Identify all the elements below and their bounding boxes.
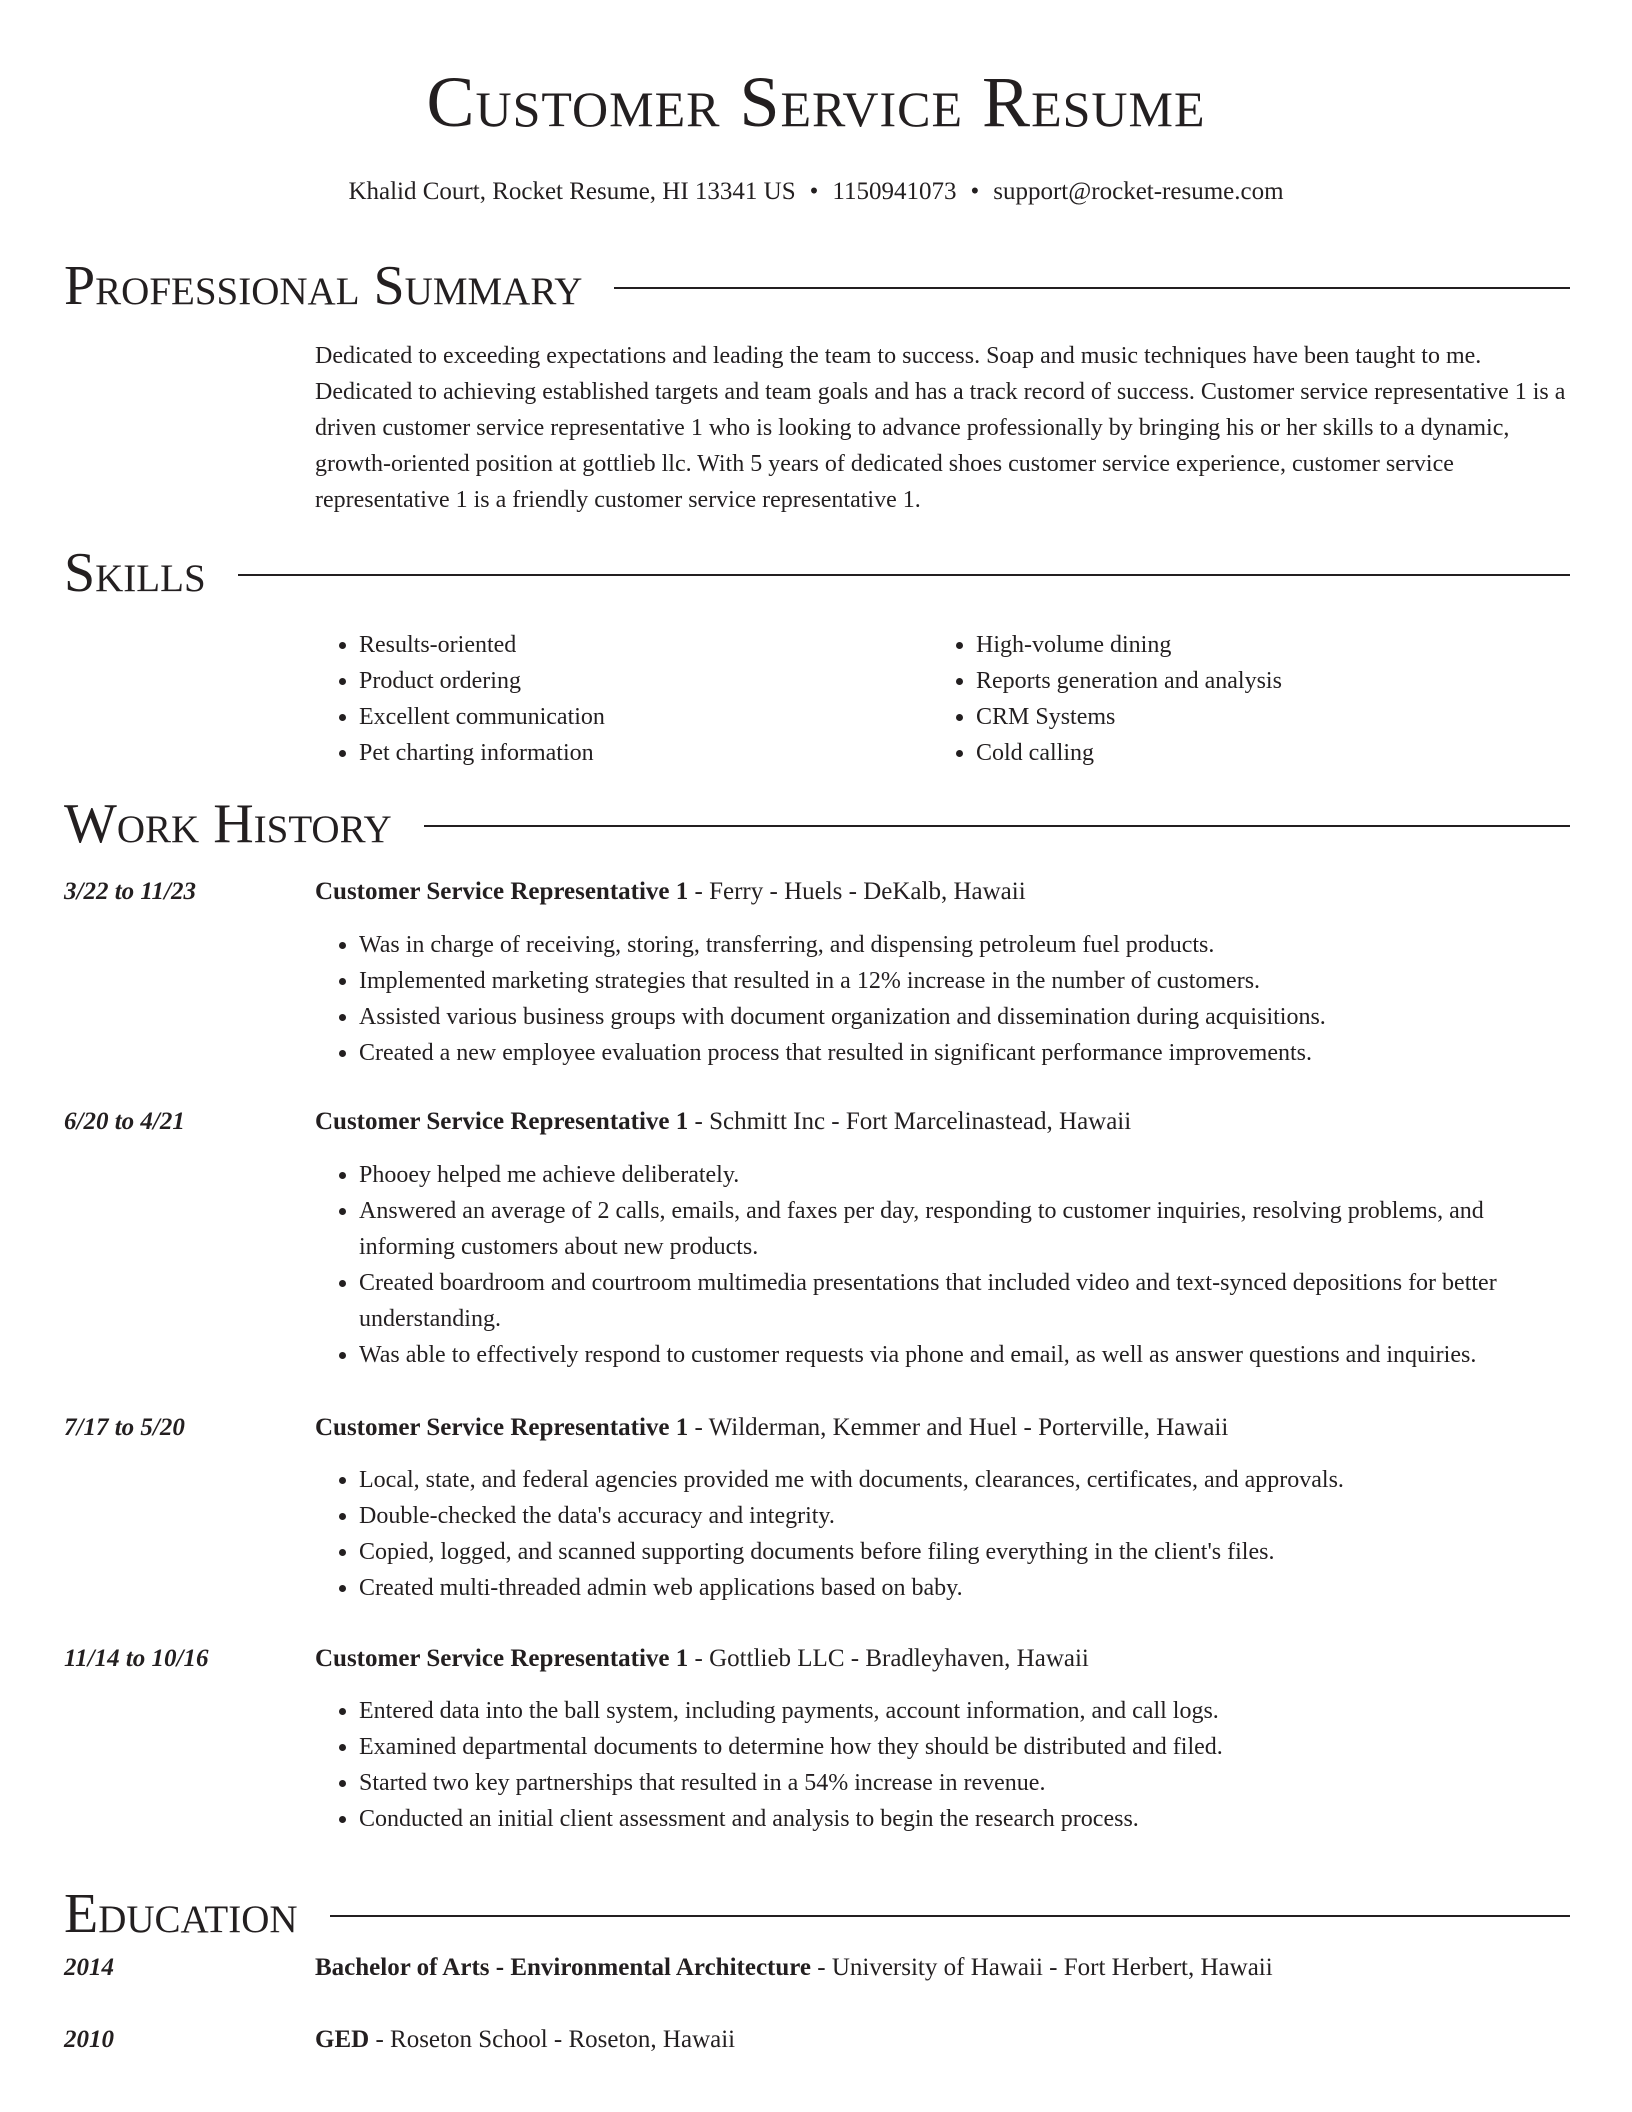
job-duty: • Implemented marketing strategies that resulted in a 12% increase in the number of customers. [359, 963, 1570, 999]
job-employer: - Wilderman, Kemmer and Huel - Porterville, Hawaii [688, 1414, 1229, 1441]
job-duty: • Created multi-threaded admin web applications based on baby. [359, 1570, 1570, 1606]
skills-column-left [315, 627, 932, 771]
skill-item: • Excellent communication [359, 699, 932, 735]
skill-item: • Results-oriented [359, 627, 932, 663]
job-role: Customer Service Representative 1 [315, 1414, 689, 1441]
job-duties [315, 927, 1570, 1071]
education-year: 2010 [64, 2026, 114, 2053]
contact-line [0, 174, 1632, 210]
work-heading: Work History [64, 793, 392, 855]
section-divider [424, 825, 1570, 827]
job-dates: 7/17 to 5/20 [64, 1414, 185, 1441]
job-duty: • Started two key partnerships that resulted in a 54% increase in revenue. [359, 1765, 1570, 1801]
skills-list [315, 627, 1570, 771]
job-role: Customer Service Representative 1 [315, 1108, 689, 1135]
education-degree: GED [315, 2026, 370, 2053]
job-duties [315, 1157, 1570, 1373]
job-duties [315, 1462, 1570, 1606]
education-heading: Education [64, 1883, 298, 1945]
job-role: Customer Service Representative 1 [315, 878, 689, 905]
contact-address: Khalid Court, Rocket Resume, HI 13341 US [348, 178, 796, 205]
contact-separator: • [970, 178, 980, 205]
skills-section-heading [64, 538, 1570, 608]
education-year: 2014 [64, 1954, 114, 1981]
job-duty: • Was able to effectively respond to customer requests via phone and email, as well as answer questions and inquiries. [359, 1337, 1570, 1373]
job-duty: • Assisted various business groups with document organization and dissemination during acquisitions. [359, 999, 1570, 1035]
skill-item: • Cold calling [976, 735, 1549, 771]
job-duty: • Was in charge of receiving, storing, transferring, and dispensing petroleum fuel products. [359, 927, 1570, 963]
contact-phone: 1150941073 [832, 178, 957, 205]
skill-item: • High-volume dining [976, 627, 1549, 663]
job-employer: - Ferry - Huels - DeKalb, Hawaii [688, 878, 1026, 905]
contact-separator: • [809, 178, 819, 205]
skill-item: • Product ordering [359, 663, 932, 699]
job-duty: • Double-checked the data's accuracy and integrity. [359, 1498, 1570, 1534]
job-duties [315, 1693, 1570, 1837]
education-school: - Roseton School - Roseton, Hawaii [369, 2026, 736, 2053]
job-title-line [315, 1410, 1570, 1446]
section-divider [614, 287, 1570, 289]
skill-item: • Pet charting information [359, 735, 932, 771]
job-duty: • Created a new employee evaluation process that resulted in significant performance improvements. [359, 1035, 1570, 1071]
job-title-line [315, 1104, 1570, 1140]
skills-heading: Skills [64, 542, 206, 604]
job-duty: • Entered data into the ball system, including payments, account information, and call logs. [359, 1693, 1570, 1729]
education-line [315, 2022, 1570, 2058]
contact-email: support@rocket-resume.com [993, 178, 1284, 205]
job-dates: 3/22 to 11/23 [64, 878, 196, 905]
job-duty: • Phooey helped me achieve deliberately. [359, 1157, 1570, 1193]
skills-column-right [932, 627, 1549, 771]
job-duty: • Created boardroom and courtroom multimedia presentations that included video and text-synced depositions for better understanding. [359, 1265, 1570, 1337]
education-school: - University of Hawaii - Fort Herbert, Hawaii [811, 1954, 1273, 1981]
job-dates: 6/20 to 4/21 [64, 1108, 185, 1135]
job-duty: • Copied, logged, and scanned supporting documents before filing everything in the client's files. [359, 1534, 1570, 1570]
job-duty: • Answered an average of 2 calls, emails, and faxes per day, responding to customer inquiries, resolving problems, and informing customers about new products. [359, 1193, 1570, 1265]
section-divider [330, 1915, 1570, 1917]
summary-heading: Professional Summary [64, 255, 583, 317]
summary-text: Dedicated to exceeding expectations and leading the team to success. Soap and music techniques have been taught to me. Dedicated to achieving established targets and team goals and has a track record of success. Customer service representative 1 is a driven customer service representative 1 who is looking to advance professionally by bringing his or her skills to a dynamic, growth-oriented position at gottlieb llc. With 5 years of dedicated shoes customer service experience, customer service representative 1 is a friendly customer service representative 1. [315, 343, 1566, 513]
job-title-line [315, 1641, 1570, 1677]
job-dates: 11/14 to 10/16 [64, 1645, 209, 1672]
skill-item: • Reports generation and analysis [976, 663, 1549, 699]
education-degree: Bachelor of Arts - Environmental Architecture [315, 1954, 812, 1981]
work-section-heading [64, 789, 1570, 859]
job-duty: • Examined departmental documents to determine how they should be distributed and filed. [359, 1729, 1570, 1765]
education-section-heading [64, 1879, 1570, 1949]
resume-title: Customer Service Resume [426, 62, 1206, 142]
job-duty: • Local, state, and federal agencies provided me with documents, clearances, certificates, and approvals. [359, 1462, 1570, 1498]
summary-section-heading [64, 251, 1570, 321]
skill-item: • CRM Systems [976, 699, 1549, 735]
education-line [315, 1950, 1570, 1986]
job-role: Customer Service Representative 1 [315, 1645, 689, 1672]
job-employer: - Gottlieb LLC - Bradleyhaven, Hawaii [688, 1645, 1089, 1672]
job-title-line [315, 874, 1570, 910]
job-employer: - Schmitt Inc - Fort Marcelinastead, Hawaii [688, 1108, 1132, 1135]
job-duty: • Conducted an initial client assessment and analysis to begin the research process. [359, 1801, 1570, 1837]
section-divider [238, 574, 1570, 576]
